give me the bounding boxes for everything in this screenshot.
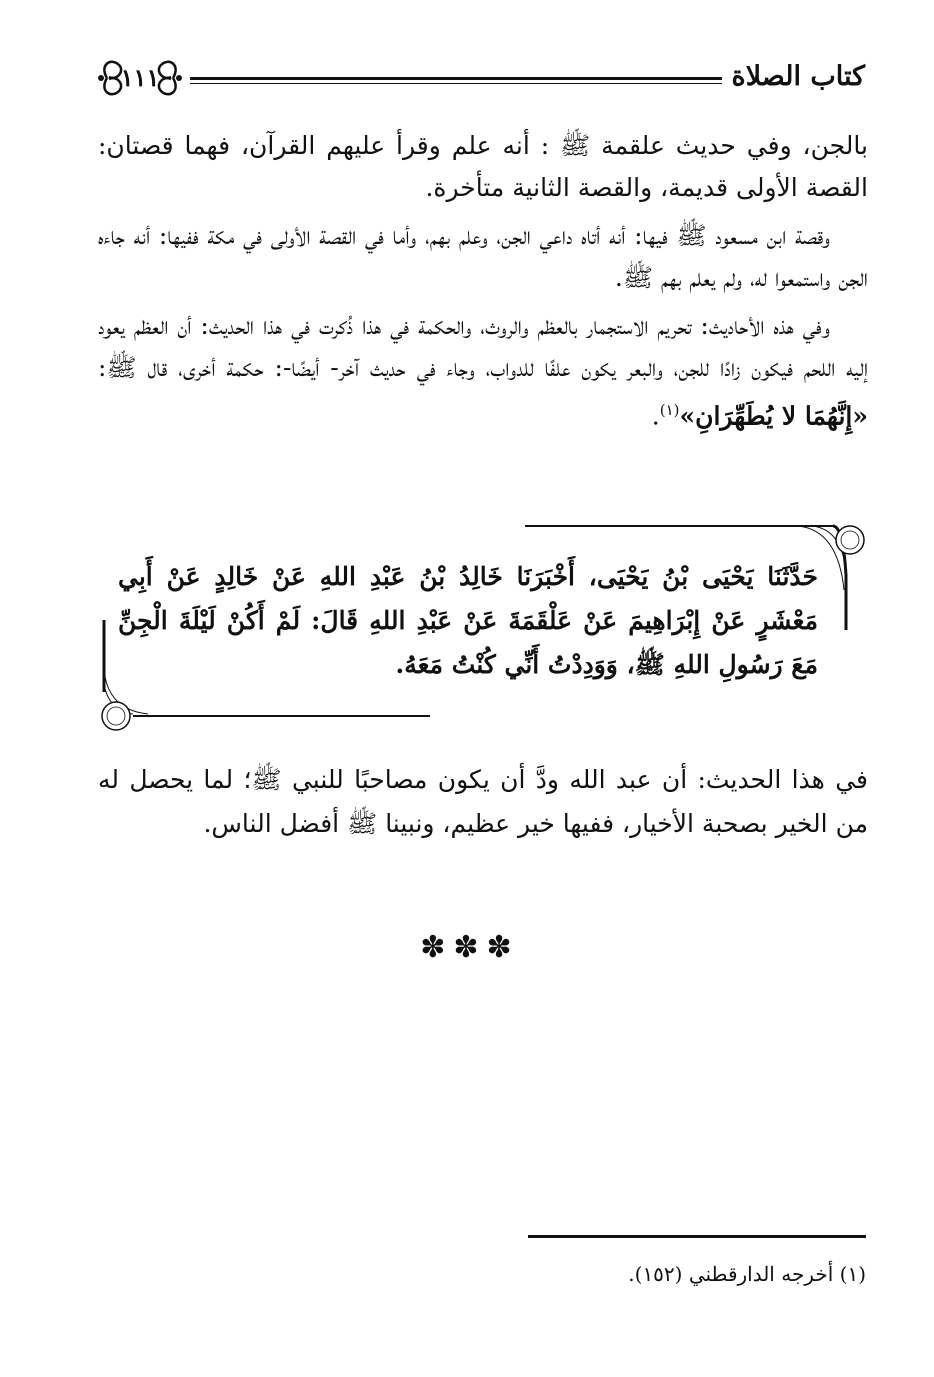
footnote-rule xyxy=(528,1235,866,1238)
paragraph-3 xyxy=(98,305,868,437)
quote-end: . xyxy=(651,401,660,431)
commentary xyxy=(98,758,868,846)
header-rule-thin xyxy=(190,83,722,84)
paragraph-2: وقصة ابن مسعود ﷺ فيها: أنه أتاه داعي الجن، وعلم بهم، وأما في القصة الأولى في مكة ففيها: أنه جاءه الجن واستمعوا له، ولم يعلم بهم ﷺ. xyxy=(98,221,868,292)
page-number: ١١١ xyxy=(120,63,160,92)
commentary-paragraph: في هذا الحديث: أن عبد الله ودَّ أن يكون مصاحبًا للنبي ﷺ؛ لما يحصل له من الخير بصحبة الأخيار، ففيها خير عظيم، ونبينا ﷺ أفضل الناس. xyxy=(98,765,868,838)
footnote-1: (١) أخرجه الدارقطني (١٥٢). xyxy=(628,1262,866,1286)
paragraph-3-text: وفي هذه الأحاديث: تحريم الاستجمار بالعظم والروث، والحكمة في هذا ذُكرت في هذا الحديث: أن العظم يعود إليه اللحم فيكون زادًا للجن، والبعر يكون علفًا للدواب، وجاء في حديث آخر- أيضًا-: حكمة أخرى، قال ﷺ: xyxy=(98,311,868,382)
page-number-ornament xyxy=(95,55,185,101)
paragraph-1: بالجن، وفي حديث علقمة ﷺ : أنه علم وقرأ عليهم القرآن، فهما قصتان: القصة الأولى قديمة، والقصة الثانية متأخرة. xyxy=(98,131,868,202)
body-text xyxy=(98,125,868,443)
header-rule xyxy=(190,77,722,80)
section-divider-stars: ✽✽✽ xyxy=(420,930,520,965)
footnote-marker[interactable]: (١) xyxy=(659,401,680,419)
hadith-text: حَدَّثَنَا يَحْيَى بْنُ يَحْيَى، أَخْبَرَنَا خَالِدُ بْنُ عَبْدِ اللهِ عَنْ خَالِدٍ عَنْ أَبِي مَعْشَرٍ عَنْ إِبْرَاهِيمَ عَنْ عَلْقَمَةَ عَنْ عَبْدِ اللهِ قَالَ: لَمْ أَكُنْ لَيْلَةَ الْجِنِّ مَعَ رَسُولِ اللهِ ﷺ، وَوَدِدْتُ أَنِّي كُنْتُ مَعَهُ. xyxy=(118,562,818,679)
page-header xyxy=(95,55,865,105)
running-title: كتاب الصلاة xyxy=(731,61,865,92)
hadith-quote: «إِنَّهُمَا لا يُطَهِّرَانِ» xyxy=(679,401,868,431)
